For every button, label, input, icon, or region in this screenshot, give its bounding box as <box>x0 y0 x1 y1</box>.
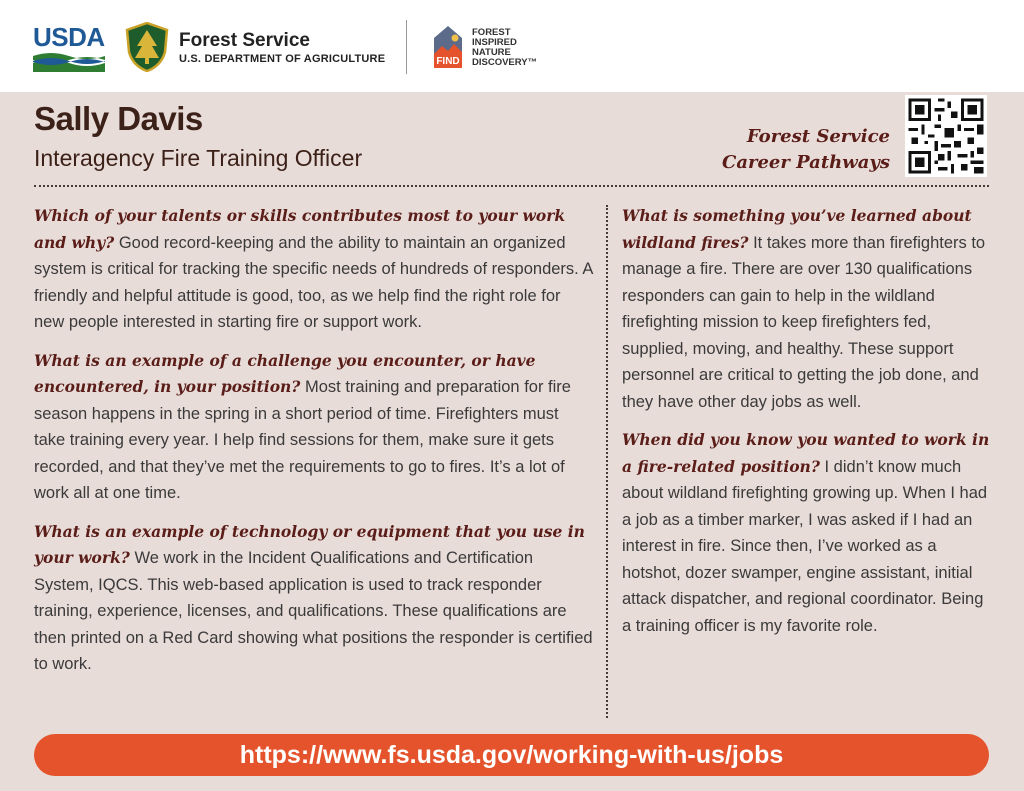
jobs-url-banner[interactable] <box>34 734 989 776</box>
find-line: FOREST <box>472 27 511 38</box>
usda-logo <box>33 22 105 72</box>
page-header <box>0 0 1024 92</box>
question: Which of your talents or skills contributes most to your work and why? <box>34 206 566 252</box>
answer: I didn’t know much about wildland firefighting growing up. When I had a job as a timber marker, I was asked if I had an interest in fire. Since then, I’ve worked as a hotshot, dozer swamper, engine assistant, initial attack dispatcher, and regional coordinator. Being a training officer is my favorite role. <box>622 457 988 635</box>
department-name: U.S. DEPARTMENT OF AGRICULTURE <box>179 53 386 65</box>
pathways-line: Career Pathways <box>722 152 890 173</box>
pathways-line: Forest Service <box>746 126 890 147</box>
find-badge-label: FIND <box>436 56 460 67</box>
question: What is something you’ve learned about wildland fires? <box>622 206 972 252</box>
question: When did you know you wanted to work in a fire-related position? <box>622 430 990 476</box>
usda-logo-text: USDA <box>33 22 105 52</box>
qa-item <box>622 427 992 639</box>
agency-name: Forest Service <box>179 30 310 51</box>
find-tagline <box>472 28 537 68</box>
answer: It takes more than firefighters to manage a fire. There are over 130 qualifications responders can gain to help in the wildland firefighting mission to keep firefighters fed, supplied, moving, and healthy. These support personnel are critical to getting the job done, and they have other day jobs as well. <box>622 233 986 411</box>
find-badge-icon <box>430 24 466 70</box>
profile-title: Interagency Fire Training Officer <box>34 145 363 171</box>
profile-name: Sally Davis <box>34 100 203 137</box>
left-column <box>34 203 594 690</box>
question: What is an example of technology or equipment that you use in your work? <box>34 521 585 567</box>
qa-item <box>34 519 594 678</box>
header-divider <box>406 20 407 74</box>
forest-service-shield-icon <box>125 22 169 72</box>
answer: We work in the Incident Qualifications and Certification System, IQCS. This web-based application is used to track responder training, experience, licenses, and qualifications. These qualifications are then printed on a Red Card showing what positions the responder is certified to work. <box>34 549 593 673</box>
career-pathways-label <box>720 124 890 176</box>
qa-item <box>622 203 992 415</box>
jobs-url-link[interactable]: https://www.fs.usda.gov/working-with-us/jobs <box>239 741 784 769</box>
qr-code-icon[interactable] <box>905 95 987 177</box>
header-dotted-divider <box>34 185 989 187</box>
qa-item <box>34 203 594 336</box>
qa-item <box>34 348 594 507</box>
question: What is an example of a challenge you encounter, or have encountered, in your position? <box>34 350 536 396</box>
find-line: DISCOVERY™ <box>472 57 538 68</box>
find-line: INSPIRED <box>472 37 517 48</box>
answer: Most training and preparation for fire season happens in the spring in a short period of time. Firefighters must take training every year. I help find sessions for them, make sure it gets recorded, and that they’ve met the requirements to go to fires. It’s a lot of work all at one time. <box>34 378 571 502</box>
column-dotted-divider <box>606 205 608 718</box>
answer: Good record-keeping and the ability to maintain an organized system is critical for tracking the specific needs of hundreds of responders. A friendly and helpful attitude is good, too, as we help find the right role for new people interested in starting fire or support work. <box>34 233 593 331</box>
find-line: NATURE <box>472 47 511 58</box>
usda-waves-icon <box>33 52 105 72</box>
right-column <box>622 203 992 651</box>
